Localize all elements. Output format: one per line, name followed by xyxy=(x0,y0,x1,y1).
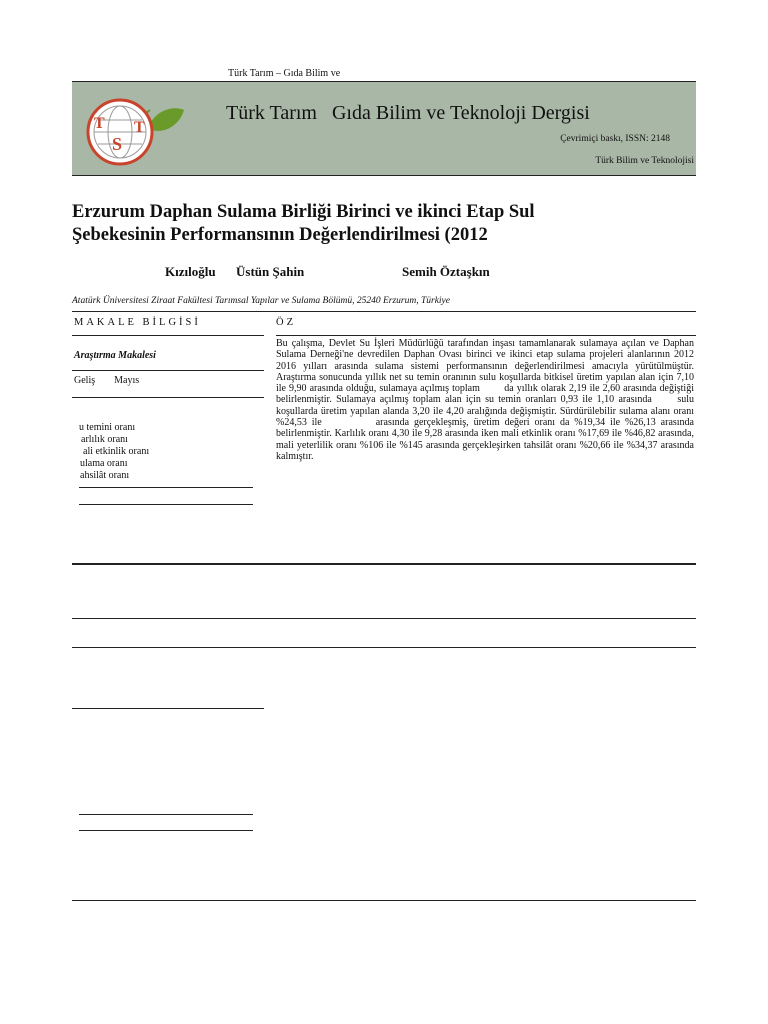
keyword: ulama oranı xyxy=(80,458,128,469)
logo-letter-2: S xyxy=(112,134,123,154)
affiliation: Atatürk Üniversitesi Ziraat Fakültesi Tarımsal Yapılar ve Sulama Bölümü, 25240 Erzurum, Türkiye xyxy=(72,296,450,306)
section-rule-2 xyxy=(72,618,696,619)
history-month: Mayıs xyxy=(114,375,140,386)
journal-banner xyxy=(72,82,696,176)
journal-short-name: Türk Bilim ve Teknolojisi xyxy=(595,156,694,166)
history-label: Geliş xyxy=(74,375,96,386)
keyword: u temini oranı xyxy=(79,422,136,433)
section-rule-7 xyxy=(72,900,696,901)
section-rule-5 xyxy=(79,814,253,815)
title-line-2: Şebekesinin Performansının Değerlendirilmesi (2012 xyxy=(72,225,488,245)
article-history xyxy=(74,375,139,386)
abstract-heading-rule xyxy=(276,335,696,336)
issn-text: Çevrimiçi baskı, ISSN: 2148 xyxy=(560,134,670,144)
author-1: Kızıloğlu xyxy=(165,264,216,279)
abstract-heading: ÖZ xyxy=(276,317,296,328)
abstract-text: Bu çalışma, Devlet Su İşleri Müdürlüğü tarafından inşası tamamlanarak sulamaya açılan ve Daphan Sulama Derneği'ne devredilen Daphan Ovası birinci ve ikinci etap sulama projeleri alanlarının 2012 2016 yılları arasında sulama sistemi performansının değerlendirilmesi amacıyla yürütülmüştür. Araştırma sonucunda yıllık net su temin oranının sulu koşullarda bitkisel üretim yapılan alan için 7,10 ile 9,90 arasında olduğu, sulamaya açılmış toplam da yıllık olarak 2,19 ile 2,60 arasında değiştiği belirlenmiştir. Sulamaya açılmış toplam alan için su temin oranları 0,93 ile 1,10 arasında sulu koşullarda üretim yapılan alanda 3,20 ile 4,20 aralığında değişmiştir. Sürdürülebilir sulama alanı oranı %24,53 ile arasında gerçekleşmiş, üretim değeri oranı da %19,34 ile %26,13 arasında belirlenmiştir. Karlılık oranı 4,30 ile 9,28 arasında iken mali etkinlik oranı %17,69 ile %46,82 arasında, mali yeterlilik oranı %106 ile %145 arasında gerçekleşirken tahsilât oranı %20,66 ile %34,37 arasında kalmıştır. xyxy=(276,338,697,462)
article-title xyxy=(72,201,672,247)
journal-logo xyxy=(80,90,184,170)
history-rule xyxy=(72,397,264,398)
section-rule-3 xyxy=(72,647,696,648)
keyword: arlılık oranı xyxy=(81,434,128,445)
logo-letter-1: T xyxy=(94,115,105,132)
type-rule xyxy=(72,370,264,371)
article-info-heading: MAKALE BİLGİSİ xyxy=(74,317,201,328)
author-2: Üstün Şahin xyxy=(236,264,305,279)
section-rule-1 xyxy=(72,563,696,565)
keywords-rule-1 xyxy=(79,487,253,488)
author-3: Semih Öztaşkın xyxy=(402,264,490,279)
keyword: ahsilât oranı xyxy=(80,470,130,481)
logo-letter-3: T xyxy=(134,119,145,136)
section-rule-6 xyxy=(79,830,253,831)
article-type: Araştırma Makalesi xyxy=(74,350,156,361)
info-heading-rule xyxy=(72,335,264,336)
section-rule-4 xyxy=(72,708,264,709)
journal-title: Türk Tarım Gıda Bilim ve Teknoloji Dergisi xyxy=(226,102,590,124)
keywords-rule-2 xyxy=(79,504,253,505)
running-head: Türk Tarım – Gıda Bilim ve xyxy=(228,68,341,79)
keyword: ali etkinlik oranı xyxy=(83,446,150,457)
affiliation-rule xyxy=(72,311,696,312)
title-line-1: Erzurum Daphan Sulama Birliği Birinci ve ikinci Etap Sul xyxy=(72,202,535,222)
